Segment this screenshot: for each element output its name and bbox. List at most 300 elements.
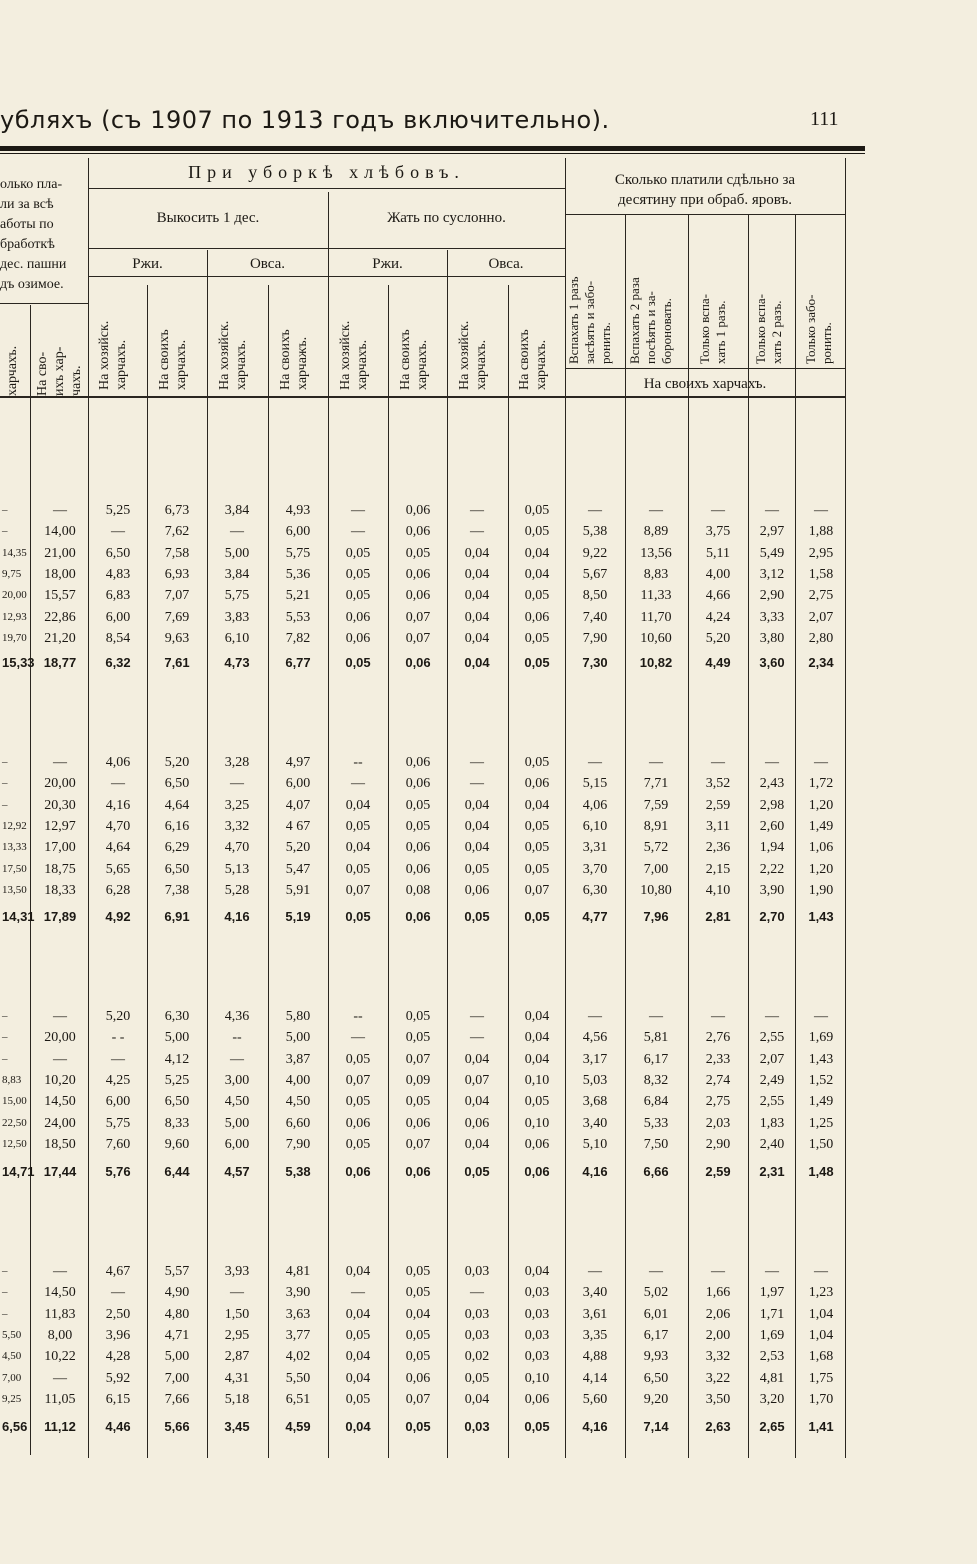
table-cell: 4,93: [285, 503, 311, 518]
table-cell: 4,90: [164, 1285, 190, 1301]
table-cell: 4,97: [285, 755, 311, 770]
table-row: [0, 1325, 865, 1346]
table-cell: 7,00: [643, 861, 669, 877]
table-cell: —: [588, 503, 602, 518]
table-cell: 0,06: [405, 909, 431, 924]
table-cell: 18,33: [44, 882, 76, 898]
table-cell: —: [53, 755, 67, 770]
table-cell: 5,75: [105, 1115, 131, 1131]
table-cell: --: [353, 1009, 363, 1024]
table-row: [0, 752, 865, 773]
page-number: 111: [810, 108, 839, 130]
table-cell: 0,06: [405, 1164, 431, 1179]
table-cell: —: [649, 755, 663, 770]
table-cell: 6,30: [164, 1009, 190, 1024]
table-cell: 2,34: [808, 655, 834, 670]
table-cell: 5,33: [643, 1115, 669, 1131]
table-cell: 0,06: [524, 1164, 550, 1179]
table-cell: 11,83: [44, 1306, 76, 1322]
table-cell: 1,41: [808, 1419, 834, 1434]
table-cell: 0,04: [345, 1370, 371, 1386]
table-cell: 8,50: [582, 588, 608, 604]
table-cell: 5,91: [285, 882, 311, 898]
table-cell: 5,03: [582, 1072, 608, 1088]
table-cell: 0,04: [464, 1391, 490, 1407]
table-cell: 1,49: [808, 818, 834, 834]
table-cell: 0,06: [524, 1136, 550, 1152]
table-cell: 3,45: [224, 1419, 250, 1434]
table-cell: 4,81: [759, 1370, 785, 1386]
table-cell: 2,90: [705, 1136, 731, 1152]
table-cell: 0,04: [524, 1009, 550, 1024]
table-cell: —: [53, 503, 67, 518]
table-cell: 0,05: [405, 797, 431, 813]
table-cell: 5,38: [285, 1164, 311, 1179]
table-cell: 0,05: [464, 861, 490, 877]
table-cell: 5,50: [2, 1328, 22, 1341]
table-cell: —: [351, 503, 365, 518]
table-cell: 6,73: [164, 503, 190, 518]
table-cell: 4,07: [285, 797, 311, 813]
total-row: [0, 652, 865, 673]
table-cell: 4,81: [285, 1264, 311, 1279]
table-cell: 4,50: [285, 1094, 311, 1110]
table-cell: 6,91: [164, 909, 190, 924]
table-cell: 4,36: [224, 1009, 250, 1024]
table-cell: –: [2, 1010, 8, 1022]
table-cell: 4,71: [164, 1327, 190, 1343]
mow-oats-host-label: На хозяйск. харчахъ.: [217, 320, 249, 390]
table-cell: 0,02: [464, 1349, 490, 1365]
table-cell: 5,66: [164, 1419, 190, 1434]
table-cell: 6,00: [224, 1136, 250, 1152]
table-cell: 0,06: [345, 609, 371, 625]
table-cell: 7,96: [643, 909, 669, 924]
mow-rye-label: Ржи.: [132, 256, 163, 272]
table-cell: 0,05: [524, 655, 550, 670]
header-rule: [0, 303, 88, 304]
table-cell: 15,33: [2, 655, 35, 670]
table-row: [0, 564, 865, 585]
table-cell: 0,05: [405, 545, 431, 561]
table-cell: 5,13: [224, 861, 250, 877]
table-cell: 0,05: [405, 1419, 431, 1434]
table-cell: 5,25: [164, 1072, 190, 1088]
table-cell: 2,97: [759, 524, 785, 540]
table-cell: 2,98: [759, 797, 785, 813]
table-cell: 7,69: [164, 609, 190, 625]
table-cell: 6,32: [105, 655, 131, 670]
table-cell: 14,50: [44, 1285, 76, 1301]
table-cell: 4,00: [285, 1072, 311, 1088]
reap-header: Жать по суслонно.: [387, 210, 506, 226]
table-cell: 10,60: [640, 630, 672, 646]
table-cell: 4,16: [582, 1419, 608, 1434]
table-cell: —: [111, 1051, 125, 1067]
table-cell: —: [351, 1030, 365, 1046]
table-cell: 13,33: [2, 841, 27, 854]
table-cell: 8,33: [164, 1115, 190, 1131]
table-cell: 6,01: [643, 1306, 669, 1322]
table-cell: 5,02: [643, 1285, 669, 1301]
table-row: [0, 543, 865, 564]
mow-rye-own-label: На своихъ харчахъ.: [157, 329, 189, 390]
table-cell: 1,20: [808, 861, 834, 877]
table-cell: 6,93: [164, 566, 190, 582]
table-cell: 0,05: [464, 1164, 490, 1179]
table-cell: –: [2, 1286, 8, 1299]
table-cell: 2,90: [759, 588, 785, 604]
table-cell: 3,80: [759, 630, 785, 646]
table-cell: 7,61: [164, 655, 190, 670]
table-cell: 5,67: [582, 566, 608, 582]
table-cell: --: [232, 1030, 242, 1046]
table-row: [0, 1134, 865, 1155]
table-cell: 6,15: [105, 1391, 131, 1407]
table-cell: 2,59: [705, 797, 731, 813]
table-cell: 0,05: [345, 655, 371, 670]
table-cell: 1,23: [808, 1285, 834, 1301]
table-cell: 2,22: [759, 861, 785, 877]
table-cell: 7,82: [285, 630, 311, 646]
table-cell: 0,04: [524, 545, 550, 561]
table-cell: 6,50: [105, 545, 131, 561]
table-cell: 0,04: [524, 797, 550, 813]
table-cell: 20,00: [44, 1030, 76, 1046]
table-cell: 0,05: [345, 909, 371, 924]
piece-col-3-label: Только вспа- хать 1 разъ.: [697, 293, 728, 364]
table-cell: 17,44: [43, 1164, 77, 1179]
table-cell: 3,96: [105, 1327, 131, 1343]
table-cell: 0,07: [405, 1051, 431, 1067]
mow-oats-own-label: На своихъ харчажъ.: [278, 329, 310, 390]
header-rule-thin: [0, 153, 865, 154]
table-row: [0, 1261, 865, 1282]
table-row: [0, 1091, 865, 1112]
table-cell: 0,04: [345, 840, 371, 856]
table-cell: 3,84: [224, 503, 250, 518]
table-cell: 5,00: [164, 1349, 190, 1365]
table-cell: 1,69: [759, 1327, 785, 1343]
table-cell: —: [53, 1009, 67, 1024]
table-cell: 0,05: [345, 566, 371, 582]
harvest-header: При уборкѣ хлѣбовъ.: [188, 162, 465, 182]
table-cell: 8,54: [105, 630, 131, 646]
table-cell: 0,04: [464, 630, 490, 646]
table-cell: 7,71: [643, 776, 669, 792]
table-cell: 0,06: [405, 755, 431, 770]
reap-rye-own-label: На своихъ харчахъ.: [398, 329, 430, 390]
table-cell: —: [230, 1285, 244, 1301]
table-cell: 6,56: [2, 1419, 28, 1434]
table-cell: —: [649, 1009, 663, 1024]
table-cell: 4,80: [164, 1306, 190, 1322]
table-cell: 1,69: [808, 1030, 834, 1046]
table-cell: 1,72: [808, 776, 834, 792]
table-cell: 2,81: [705, 909, 731, 924]
table-cell: 1,43: [808, 909, 834, 924]
table-cell: 3,40: [582, 1285, 608, 1301]
table-cell: - -: [111, 1030, 125, 1046]
table-cell: 3,35: [582, 1327, 608, 1343]
table-cell: —: [814, 755, 828, 770]
table-cell: 2,59: [705, 1164, 731, 1179]
table-cell: 2,43: [759, 776, 785, 792]
table-cell: 3,50: [705, 1391, 731, 1407]
table-cell: 0,06: [405, 566, 431, 582]
table-cell: 14,00: [44, 524, 76, 540]
table-cell: —: [470, 503, 484, 518]
table-cell: 6,00: [285, 776, 311, 792]
table-cell: —: [814, 1264, 828, 1279]
table-cell: 3,52: [705, 776, 731, 792]
table-cell: 0,04: [345, 1306, 371, 1322]
table-cell: 4,16: [105, 797, 131, 813]
table-cell: 3,93: [224, 1264, 250, 1279]
table-cell: 17,50: [2, 862, 27, 875]
table-cell: 0,10: [524, 1370, 550, 1386]
table-cell: 20,00: [2, 589, 27, 602]
table-cell: 2,95: [808, 545, 834, 561]
table-cell: 7,50: [643, 1136, 669, 1152]
table-cell: 0,06: [345, 630, 371, 646]
table-cell: 0,06: [405, 1115, 431, 1131]
table-cell: 0,05: [345, 1094, 371, 1110]
table-cell: 0,04: [524, 1051, 550, 1067]
header-rule: [565, 214, 845, 215]
table-cell: 3,12: [759, 566, 785, 582]
total-row: [0, 1416, 865, 1437]
table-cell: 0,05: [405, 1094, 431, 1110]
table-cell: 5,00: [224, 1115, 250, 1131]
table-cell: 5,19: [285, 909, 311, 924]
table-cell: 0,03: [464, 1327, 490, 1343]
table-cell: 10,20: [44, 1072, 76, 1088]
table-cell: 4,73: [224, 655, 250, 670]
table-cell: 7,07: [164, 588, 190, 604]
table-cell: 7,62: [164, 524, 190, 540]
table-cell: 0,05: [345, 1051, 371, 1067]
table-cell: 4,50: [224, 1094, 250, 1110]
table-cell: —: [230, 776, 244, 792]
table-cell: 2,76: [705, 1030, 731, 1046]
table-cell: 3,77: [285, 1327, 311, 1343]
table-cell: —: [111, 1285, 125, 1301]
table-cell: 0,07: [524, 882, 550, 898]
table-cell: 0,05: [524, 909, 550, 924]
table-cell: 5,00: [285, 1030, 311, 1046]
table-cell: —: [230, 524, 244, 540]
table-cell: 0,04: [464, 609, 490, 625]
table-cell: 4,31: [224, 1370, 250, 1386]
table-row: [0, 1070, 865, 1091]
table-cell: 6,29: [164, 840, 190, 856]
table-cell: 0,05: [405, 1009, 431, 1024]
table-row: [0, 1049, 865, 1070]
table-cell: 1,70: [808, 1391, 834, 1407]
table-cell: 5,20: [705, 630, 731, 646]
table-cell: 0,04: [345, 797, 371, 813]
table-row: [0, 880, 865, 901]
table-cell: 1,06: [808, 840, 834, 856]
table-cell: 9,22: [582, 545, 608, 561]
table-cell: 5,15: [582, 776, 608, 792]
table-cell: 9,63: [164, 630, 190, 646]
page-header: [0, 100, 977, 150]
piece-footer-label: На своихъ харчахъ.: [643, 376, 767, 392]
table-cell: 1,58: [808, 566, 834, 582]
table-cell: 0,05: [345, 1136, 371, 1152]
table-cell: 0,05: [524, 588, 550, 604]
table-cell: 0,06: [524, 609, 550, 625]
table-cell: 0,03: [524, 1285, 550, 1301]
table-cell: 1,50: [808, 1136, 834, 1152]
table-cell: 3,22: [705, 1370, 731, 1386]
table-cell: 21,20: [44, 630, 76, 646]
table-cell: 4,64: [105, 840, 131, 856]
table-cell: 3,33: [759, 609, 785, 625]
table-cell: 0,08: [405, 882, 431, 898]
table-row: [0, 1113, 865, 1134]
table-cell: 5,38: [582, 524, 608, 540]
table-cell: —: [470, 1009, 484, 1024]
table-cell: 0,06: [345, 1164, 371, 1179]
table-cell: 6,17: [643, 1327, 669, 1343]
table-cell: 1,83: [759, 1115, 785, 1131]
table-cell: 4,77: [582, 909, 608, 924]
table-cell: 0,06: [405, 524, 431, 540]
table-cell: 0,05: [345, 1327, 371, 1343]
table-cell: 0,06: [524, 776, 550, 792]
table-cell: 18,50: [44, 1136, 76, 1152]
table-cell: 3,25: [224, 797, 250, 813]
table-cell: –: [2, 777, 8, 790]
table-cell: 0,06: [405, 655, 431, 670]
table-cell: 1,04: [808, 1327, 834, 1343]
table-cell: 1,71: [759, 1306, 785, 1322]
table-cell: 2,53: [759, 1349, 785, 1365]
table-cell: 0,07: [405, 609, 431, 625]
table-cell: 6,83: [105, 588, 131, 604]
table-cell: 3,31: [582, 840, 608, 856]
table-cell: 2,95: [224, 1327, 250, 1343]
table-cell: 6,30: [582, 882, 608, 898]
table-cell: 0,05: [405, 1349, 431, 1365]
table-cell: 3,60: [759, 655, 785, 670]
table-cell: 4,16: [224, 909, 250, 924]
table-cell: 0,06: [405, 588, 431, 604]
table-row: [0, 1304, 865, 1325]
table-cell: 14,71: [2, 1164, 35, 1179]
table-cell: 2,03: [705, 1115, 731, 1131]
table-cell: 5,25: [105, 503, 131, 518]
table-cell: 1,50: [224, 1306, 250, 1322]
table-cell: 0,03: [464, 1419, 490, 1434]
table-cell: —: [351, 776, 365, 792]
table-cell: 6,60: [285, 1115, 311, 1131]
table-cell: 14,35: [2, 546, 27, 559]
table-cell: 4,88: [582, 1349, 608, 1365]
table-cell: 1,90: [808, 882, 834, 898]
table-cell: 5,20: [164, 755, 190, 770]
table-cell: —: [470, 755, 484, 770]
table-cell: 8,83: [2, 1073, 22, 1086]
table-cell: 0,05: [345, 861, 371, 877]
table-cell: 0,04: [345, 1419, 371, 1434]
table-cell: 2,80: [808, 630, 834, 646]
table-row: [0, 607, 865, 628]
table-cell: 5,36: [285, 566, 311, 582]
table-cell: 2,07: [759, 1051, 785, 1067]
header-rule: [565, 368, 845, 369]
piece-col-4-label: Только вспа- хать 2 разъ.: [753, 293, 784, 364]
table-cell: 4,67: [105, 1264, 131, 1279]
table-cell: 11,33: [640, 588, 672, 604]
table-cell: 2,33: [705, 1051, 731, 1067]
table-cell: 0,05: [524, 861, 550, 877]
table-cell: —: [470, 776, 484, 792]
table-cell: 6,16: [164, 818, 190, 834]
table-cell: 6,77: [285, 655, 311, 670]
table-cell: —: [765, 503, 779, 518]
total-row: [0, 906, 865, 927]
table-cell: 3,32: [224, 818, 250, 834]
table-cell: 3,90: [285, 1285, 311, 1301]
table-cell: 12,97: [44, 818, 76, 834]
table-row: [0, 1282, 865, 1303]
table-cell: 0,04: [464, 1051, 490, 1067]
table-cell: 22,50: [2, 1116, 27, 1129]
table-cell: 4 67: [285, 818, 311, 834]
left-group-label: олько пла- ли за всѣ аботы по бработкѣ дес. пашни дъ озимое.: [0, 177, 67, 292]
table-cell: 0,05: [464, 909, 490, 924]
table-cell: 6,10: [224, 630, 250, 646]
table-row: [0, 628, 865, 649]
table-cell: 14,31: [2, 909, 35, 924]
table-cell: 12,50: [2, 1137, 27, 1150]
table-cell: 1,52: [808, 1072, 834, 1088]
table-cell: 0,04: [464, 545, 490, 561]
table-cell: 5,57: [164, 1264, 190, 1279]
table-cell: 10,22: [44, 1349, 76, 1365]
table-row: [0, 837, 865, 858]
table-cell: 2,15: [705, 861, 731, 877]
table-cell: 20,00: [44, 776, 76, 792]
piece-header: Сколько платили сдѣльно за десятину при обраб. яровъ.: [614, 172, 796, 208]
table-cell: 4,25: [105, 1072, 131, 1088]
table-cell: 12,93: [2, 610, 27, 623]
table-cell: 4,56: [582, 1030, 608, 1046]
table-cell: 0,04: [464, 818, 490, 834]
table-cell: —: [53, 1370, 67, 1386]
table-cell: 18,75: [44, 861, 76, 877]
piece-col-5-label: Только забо- ронить.: [803, 294, 834, 364]
table-cell: —: [53, 1264, 67, 1279]
table-cell: —: [649, 1264, 663, 1279]
table-cell: —: [711, 503, 725, 518]
table-cell: —: [351, 524, 365, 540]
table-cell: 4,66: [705, 588, 731, 604]
table-cell: 1,97: [759, 1285, 785, 1301]
table-cell: 0,04: [345, 1264, 371, 1279]
table-cell: —: [588, 1264, 602, 1279]
table-cell: 6,00: [105, 1094, 131, 1110]
table-cell: --: [353, 755, 363, 770]
table-cell: 2,31: [759, 1164, 785, 1179]
table-cell: 5,81: [643, 1030, 669, 1046]
table-cell: 4,49: [705, 655, 731, 670]
table-cell: 3,17: [582, 1051, 608, 1067]
